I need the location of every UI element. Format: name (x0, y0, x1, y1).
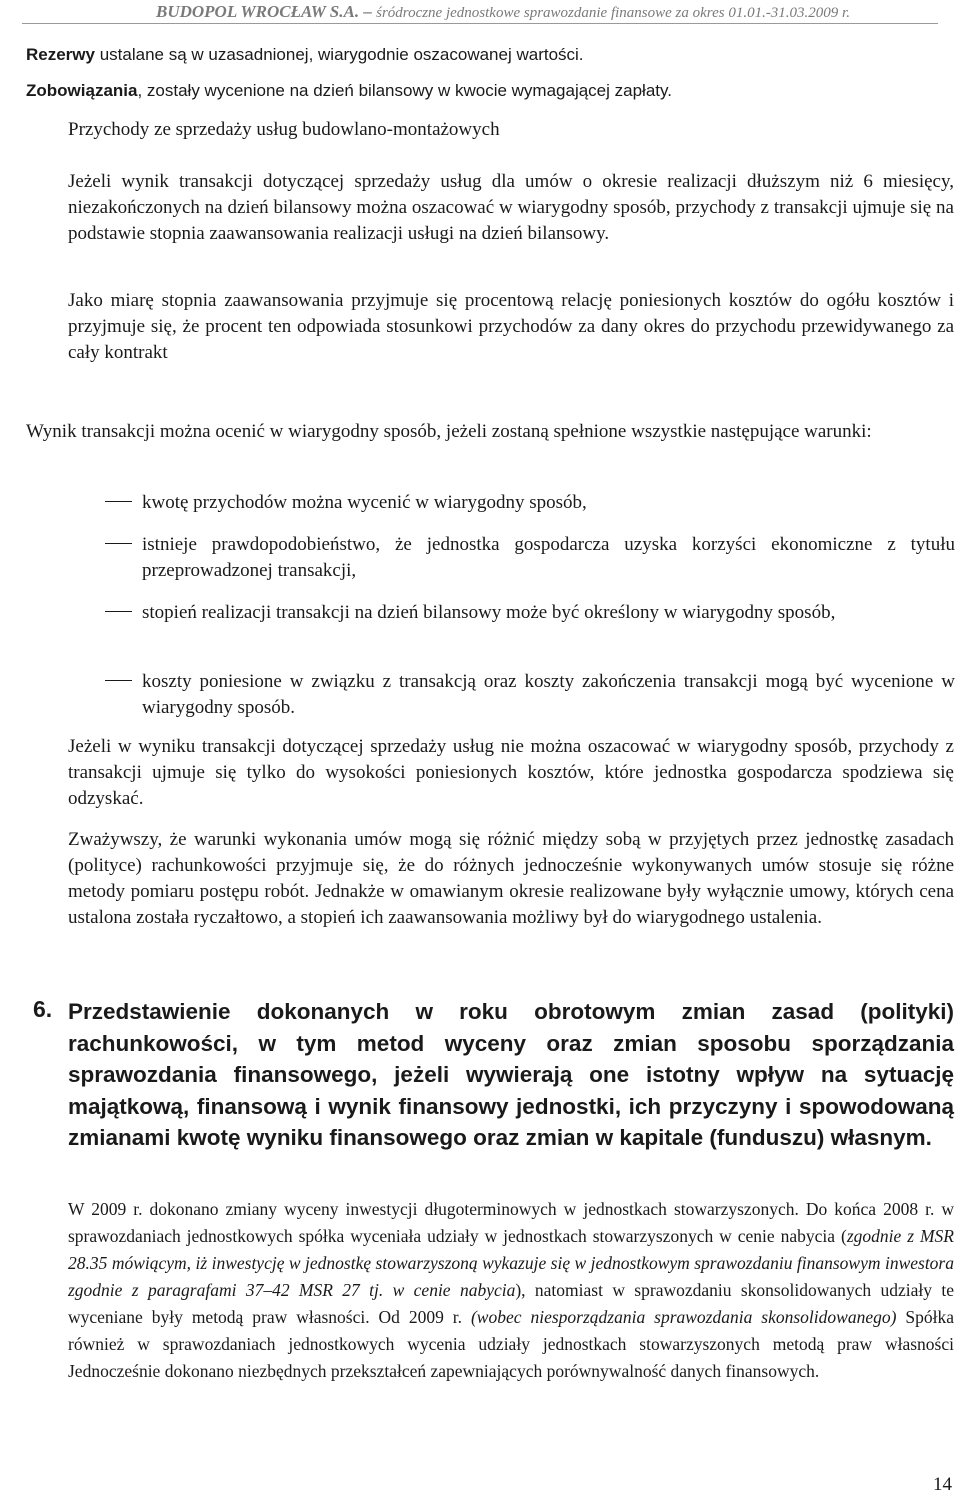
subheading-revenue: Przychody ze sprzedaży usług budowlano-montażowych (68, 119, 500, 140)
list-item (105, 669, 955, 721)
paragraph-progress-measure: Jako miarę stopnia zaawansowania przyjmuje się procentową relację poniesionych kosztów do ogółu kosztów i przyjmuje się, że procent ten odpowiada stosunkowi przychodów za dany okres do przychodu przewidywanego za cały kontrakt (68, 290, 954, 363)
section-body-e: Spółka również w sprawozdaniach jednostkowych wycenia udziały jednostkach stowarzyszonych metodą praw własności Jednocześnie dokonano niezbędnych przekształceń zapewniających porównywalność danych finansowych. (68, 1307, 954, 1381)
dash-bullet (105, 600, 135, 626)
dash-bullet (105, 490, 135, 516)
header-company: BUDOPOL WROCŁAW S.A. (155, 2, 360, 21)
list-item (105, 532, 955, 584)
page-number: 14 (933, 1474, 952, 1495)
zobowiazania-term: Zobowiązania (26, 81, 138, 100)
list-item-text: stopień realizacji transakcji na dzień bilansowy może być określony w wiarygodny sposób, (142, 602, 836, 623)
dash-bullet (105, 532, 135, 558)
dash-bullet (105, 669, 135, 695)
paragraph-unreliable-estimate: Jeżeli w wyniku transakcji dotyczącej sprzedaży usług nie można oszacować w wiarygodny sposób, przychody z transakcji ujmuje się tylko do wysokości poniesionych kosztów, które jednostka gospodarcza spodziewa się odzyskać. (68, 736, 954, 809)
list-item-text: istnieje prawdopodobieństwo, że jednostka gospodarcza uzyska korzyści ekonomiczne z tytułu przeprowadzonej transakcji, (142, 534, 955, 581)
section-body-c: ), natomiast w sprawozdaniu skonsolidowanych udziały te wyceniane były metodą praw własności. Od 2009 r. (68, 1280, 954, 1327)
list-item (105, 600, 955, 626)
section-body-citation: zgodnie z MSR 28.35 mówiącym, iż inwestycję w jednostkę stowarzyszoną wykazuje się w jednostkowym sprawozdaniu finansowym inwestora zgodnie z paragrafami 37–42 MSR 27 tj. w cenie nabycia (68, 1226, 954, 1300)
section-heading: Przedstawienie dokonanych w roku obrotowym zmian zasad (polityki) rachunkowości, w tym metod wyceny oraz zmian sposobu sporządzania sprawozdania finansowego, jeżeli wywierają one istotny wpływ na sytuację majątkową, finansową i wynik finansowy jednostki, ich przyczyny i spowodowaną zmianami kwotę wyniku finansowego oraz zmian w kapitale (funduszu) własnym. (68, 999, 954, 1150)
section-number: 6. (33, 996, 53, 1022)
rezerwy-term: Rezerwy (26, 45, 95, 64)
rezerwy-text: ustalane są w uzasadnionej, wiarygodnie oszacowanej wartości. (94, 45, 584, 64)
list-item-text: koszty poniesione w związku z transakcją oraz koszty zakończenia transakcji mogą być wycenione w wiarygodny sposób. (142, 671, 955, 718)
header-report-title: śródroczne jednostkowe sprawozdanie finansowe za okres 01.01.-31.03.2009 r. (376, 5, 850, 21)
header-divider (22, 23, 938, 24)
header-separator: – (359, 2, 377, 21)
list-item-text: kwotę przychodów można wycenić w wiarygodny sposób, (142, 492, 587, 513)
paragraph-revenue-recognition: Jeżeli wynik transakcji dotyczącej sprzedaży usług dla umów o okresie realizacji dłuższym niż 6 miesięcy, niezakończonych na dzień bilansowy można oszacować w wiarygodny sposób, przychody z transakcji ujmuje się na podstawie stopnia zaawansowania realizacji usługi na dzień bilansowy. (68, 171, 954, 244)
paragraph-contract-methods: Zważywszy, że warunki wykonania umów mogą się różnić między sobą w przyjętych przez jednostkę zasadach (polityce) rachunkowości przyjmuje się, że do różnych jednocześnie wykonywanych umów stosuje się różne metody pomiaru postępu robót. Jednakże w omawianym okresie realizowane były wyłącznie umowy, których cena ustalona została ryczałtowo, a stopień ich zaawansowania możliwy był do wiarygodnego ustalenia. (68, 829, 954, 928)
page-header (156, 2, 850, 22)
rezerwy-paragraph (26, 42, 956, 68)
section-body-note: (wobec niesporządzania sprawozdania skonsolidowanego) (470, 1307, 897, 1327)
list-item (105, 490, 955, 516)
section-body-a: W 2009 r. dokonano zmiany wyceny inwestycji długoterminowych w jednostkach stowarzyszonych. Do końca 2008 r. w sprawozdaniach jednostkowych spółka wyceniała udziały w jednostkach stowarzyszonych w cenie nabycia ( (68, 1199, 954, 1246)
section-body (68, 1196, 954, 1385)
zobowiazania-paragraph (26, 78, 956, 104)
zobowiazania-text: , zostały wycenione na dzień bilansowy w kwocie wymagającej zapłaty. (137, 81, 672, 100)
paragraph-conditions-intro: Wynik transakcji można ocenić w wiarygodny sposób, jeżeli zostaną spełnione wszystkie następujące warunki: (26, 421, 872, 442)
